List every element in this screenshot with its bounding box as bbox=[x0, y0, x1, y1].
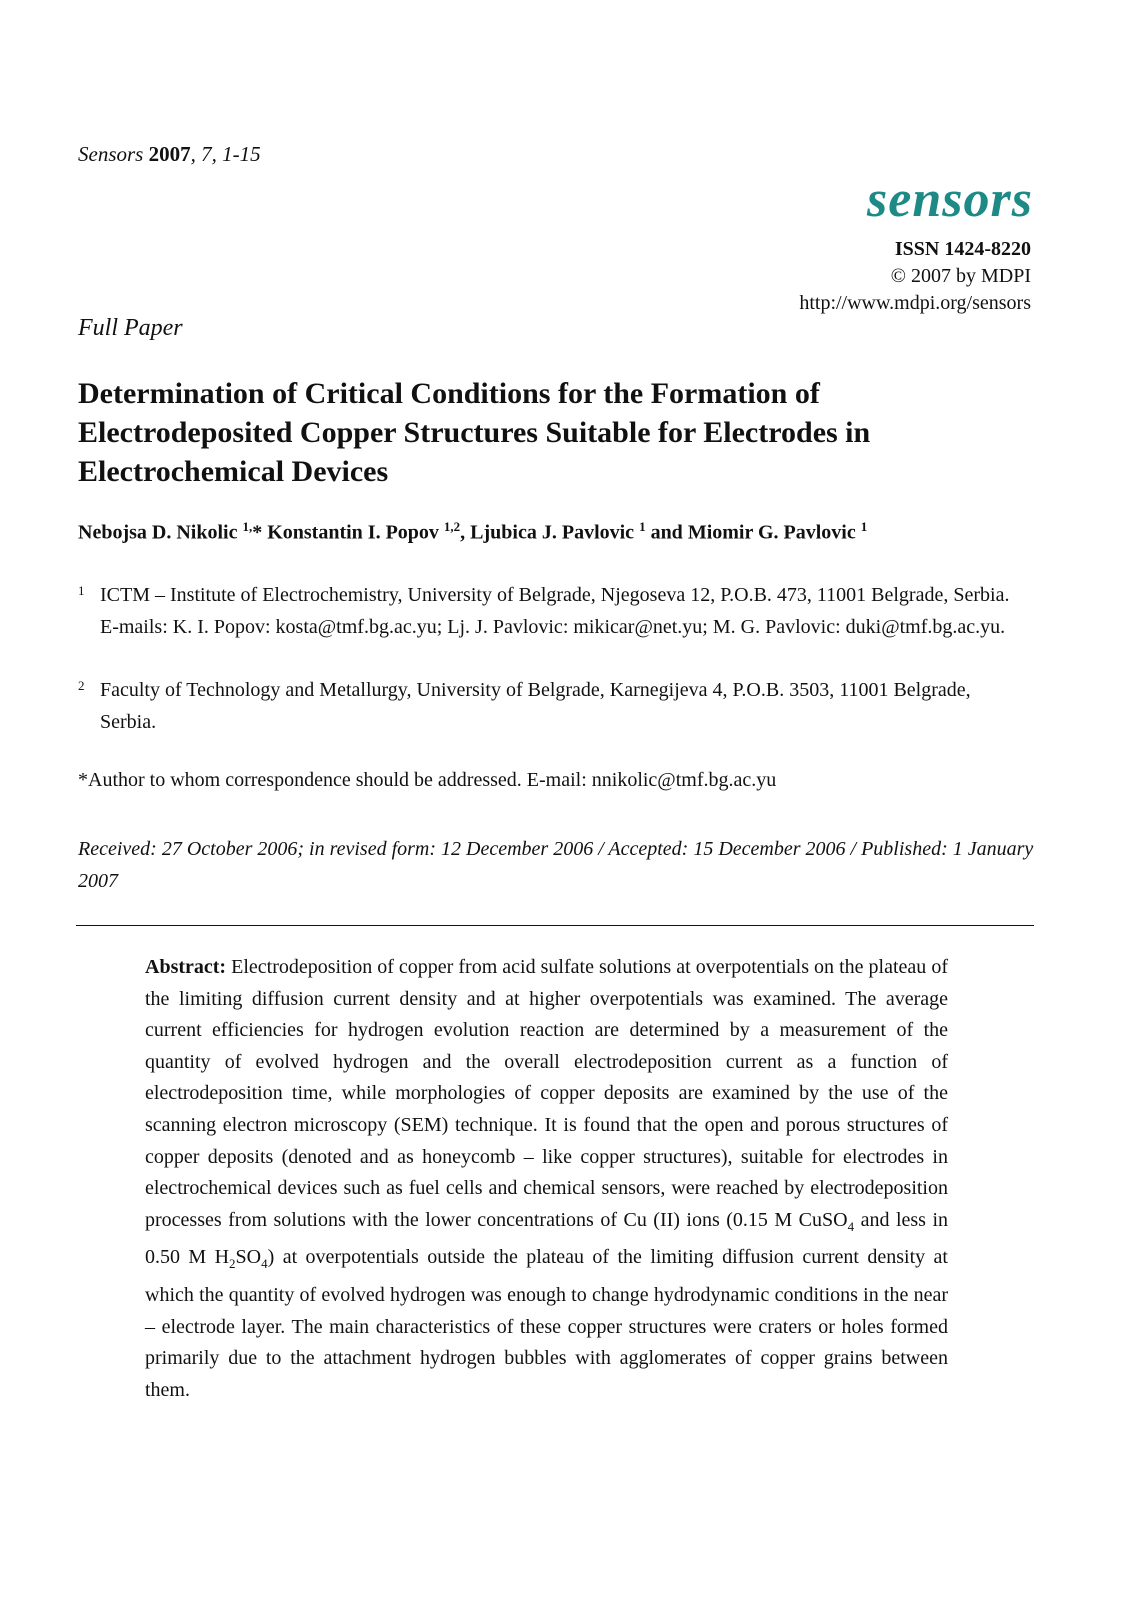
abstract bbox=[145, 952, 948, 1406]
journal-url[interactable]: http://www.mdpi.org/sensors bbox=[799, 292, 1031, 314]
subscript: 4 bbox=[847, 1218, 855, 1234]
journal-citation: Sensors 2007, 7, 1-15 bbox=[78, 142, 261, 166]
affiliation-number: 1 bbox=[78, 583, 85, 598]
copyright: © 2007 by MDPI bbox=[890, 265, 1031, 287]
subscript: 2 bbox=[229, 1256, 236, 1272]
affiliation bbox=[78, 579, 1028, 643]
affiliation-text: Faculty of Technology and Metallurgy, University of Belgrade, Karnegijeva 4, P.O.B. 3503, 11001 Belgrade, Serbia. bbox=[100, 679, 971, 733]
affiliation-number: 2 bbox=[78, 678, 85, 693]
author-name: Nebojsa D. Nikolic bbox=[78, 521, 238, 544]
author-affiliation-mark: 1, bbox=[242, 519, 253, 534]
journal-name: Sensors bbox=[78, 142, 144, 166]
abstract-text: SO bbox=[235, 1246, 262, 1269]
subscript: 4 bbox=[261, 1256, 268, 1272]
abstract-text: ) at overpotentials outside the plateau of the limiting diffusion current density at which the quantity of evolved hydrogen was enough to change hydrodynamic conditions in the near – electrode layer. The main characteristics of these copper structures were craters or holes formed primarily due to the attachment hydrogen bubbles with agglomerates of copper grains between them. bbox=[145, 1246, 948, 1401]
affiliation bbox=[78, 674, 1028, 738]
author-affiliation-mark: 1 bbox=[639, 519, 646, 534]
author-affiliation-mark: 1 bbox=[860, 519, 868, 534]
journal-pages: , 1-15 bbox=[211, 142, 261, 166]
publication-dates: Received: 27 October 2006; in revised form: 12 December 2006 / Accepted: 15 December 2006 / Published: 1 January 2007 bbox=[78, 838, 1034, 892]
journal-year: 2007 bbox=[148, 142, 191, 166]
author-name: Ljubica J. Pavlovic bbox=[470, 521, 635, 544]
author-name: Konstantin I. Popov bbox=[267, 521, 439, 544]
abstract-label: Abstract: bbox=[145, 956, 227, 978]
affiliation-text: ICTM – Institute of Electrochemistry, University of Belgrade, Njegoseva 12, P.O.B. 473, 11001 Belgrade, Serbia. E-mails: K. I. Popov: kosta@tmf.bg.ac.yu; Lj. J. Pavlovic: mikicar@net.yu; M. G. Pavlovic: duki@tmf.bg.ac.yu. bbox=[100, 584, 1010, 638]
paper-type: Full Paper bbox=[78, 315, 183, 341]
journal-meta bbox=[799, 236, 1031, 317]
author-affiliation-mark: 1,2 bbox=[443, 519, 461, 534]
issn: ISSN 1424-8220 bbox=[894, 238, 1031, 260]
journal-volume: 7 bbox=[201, 142, 212, 166]
author-name: Miomir G. Pavlovic bbox=[687, 521, 856, 544]
correspondence-note: *Author to whom correspondence should be addressed. E-mail: nnikolic@tmf.bg.ac.yu bbox=[78, 769, 777, 791]
abstract-text: and less in 0.50 M H bbox=[145, 1208, 948, 1269]
paper-title: Determination of Critical Conditions for the Formation of Electrodeposited Copper Structures Suitable for Electrodes in Electrochemical Devices bbox=[78, 377, 871, 488]
author-separator: , bbox=[460, 521, 466, 544]
section-divider bbox=[76, 925, 1034, 926]
journal-logo: sensors bbox=[867, 171, 1033, 228]
author-list bbox=[78, 519, 867, 545]
author-separator: and bbox=[650, 521, 683, 544]
corresponding-mark: * bbox=[252, 521, 263, 544]
abstract-text: Electrodeposition of copper from acid sulfate solutions at overpotentials on the plateau of the limiting diffusion current density and at higher overpotentials was examined. The average current efficiencies for hydrogen evolution reaction are determined by a measurement of the quantity of evolved hydrogen and the overall electrodeposition current as a function of electrodeposition time, while morphologies of copper deposits are examined by the use of the scanning electron microscopy (SEM) technique. It is found that the open and porous structures of copper deposits (denoted and as honeycomb – like copper structures), suitable for electrodes in electrochemical devices such as fuel cells and chemical sensors, were reached by electrodeposition processes from solutions with the lower concentrations of Cu (II) ions (0.15 M CuSO bbox=[145, 956, 948, 1231]
